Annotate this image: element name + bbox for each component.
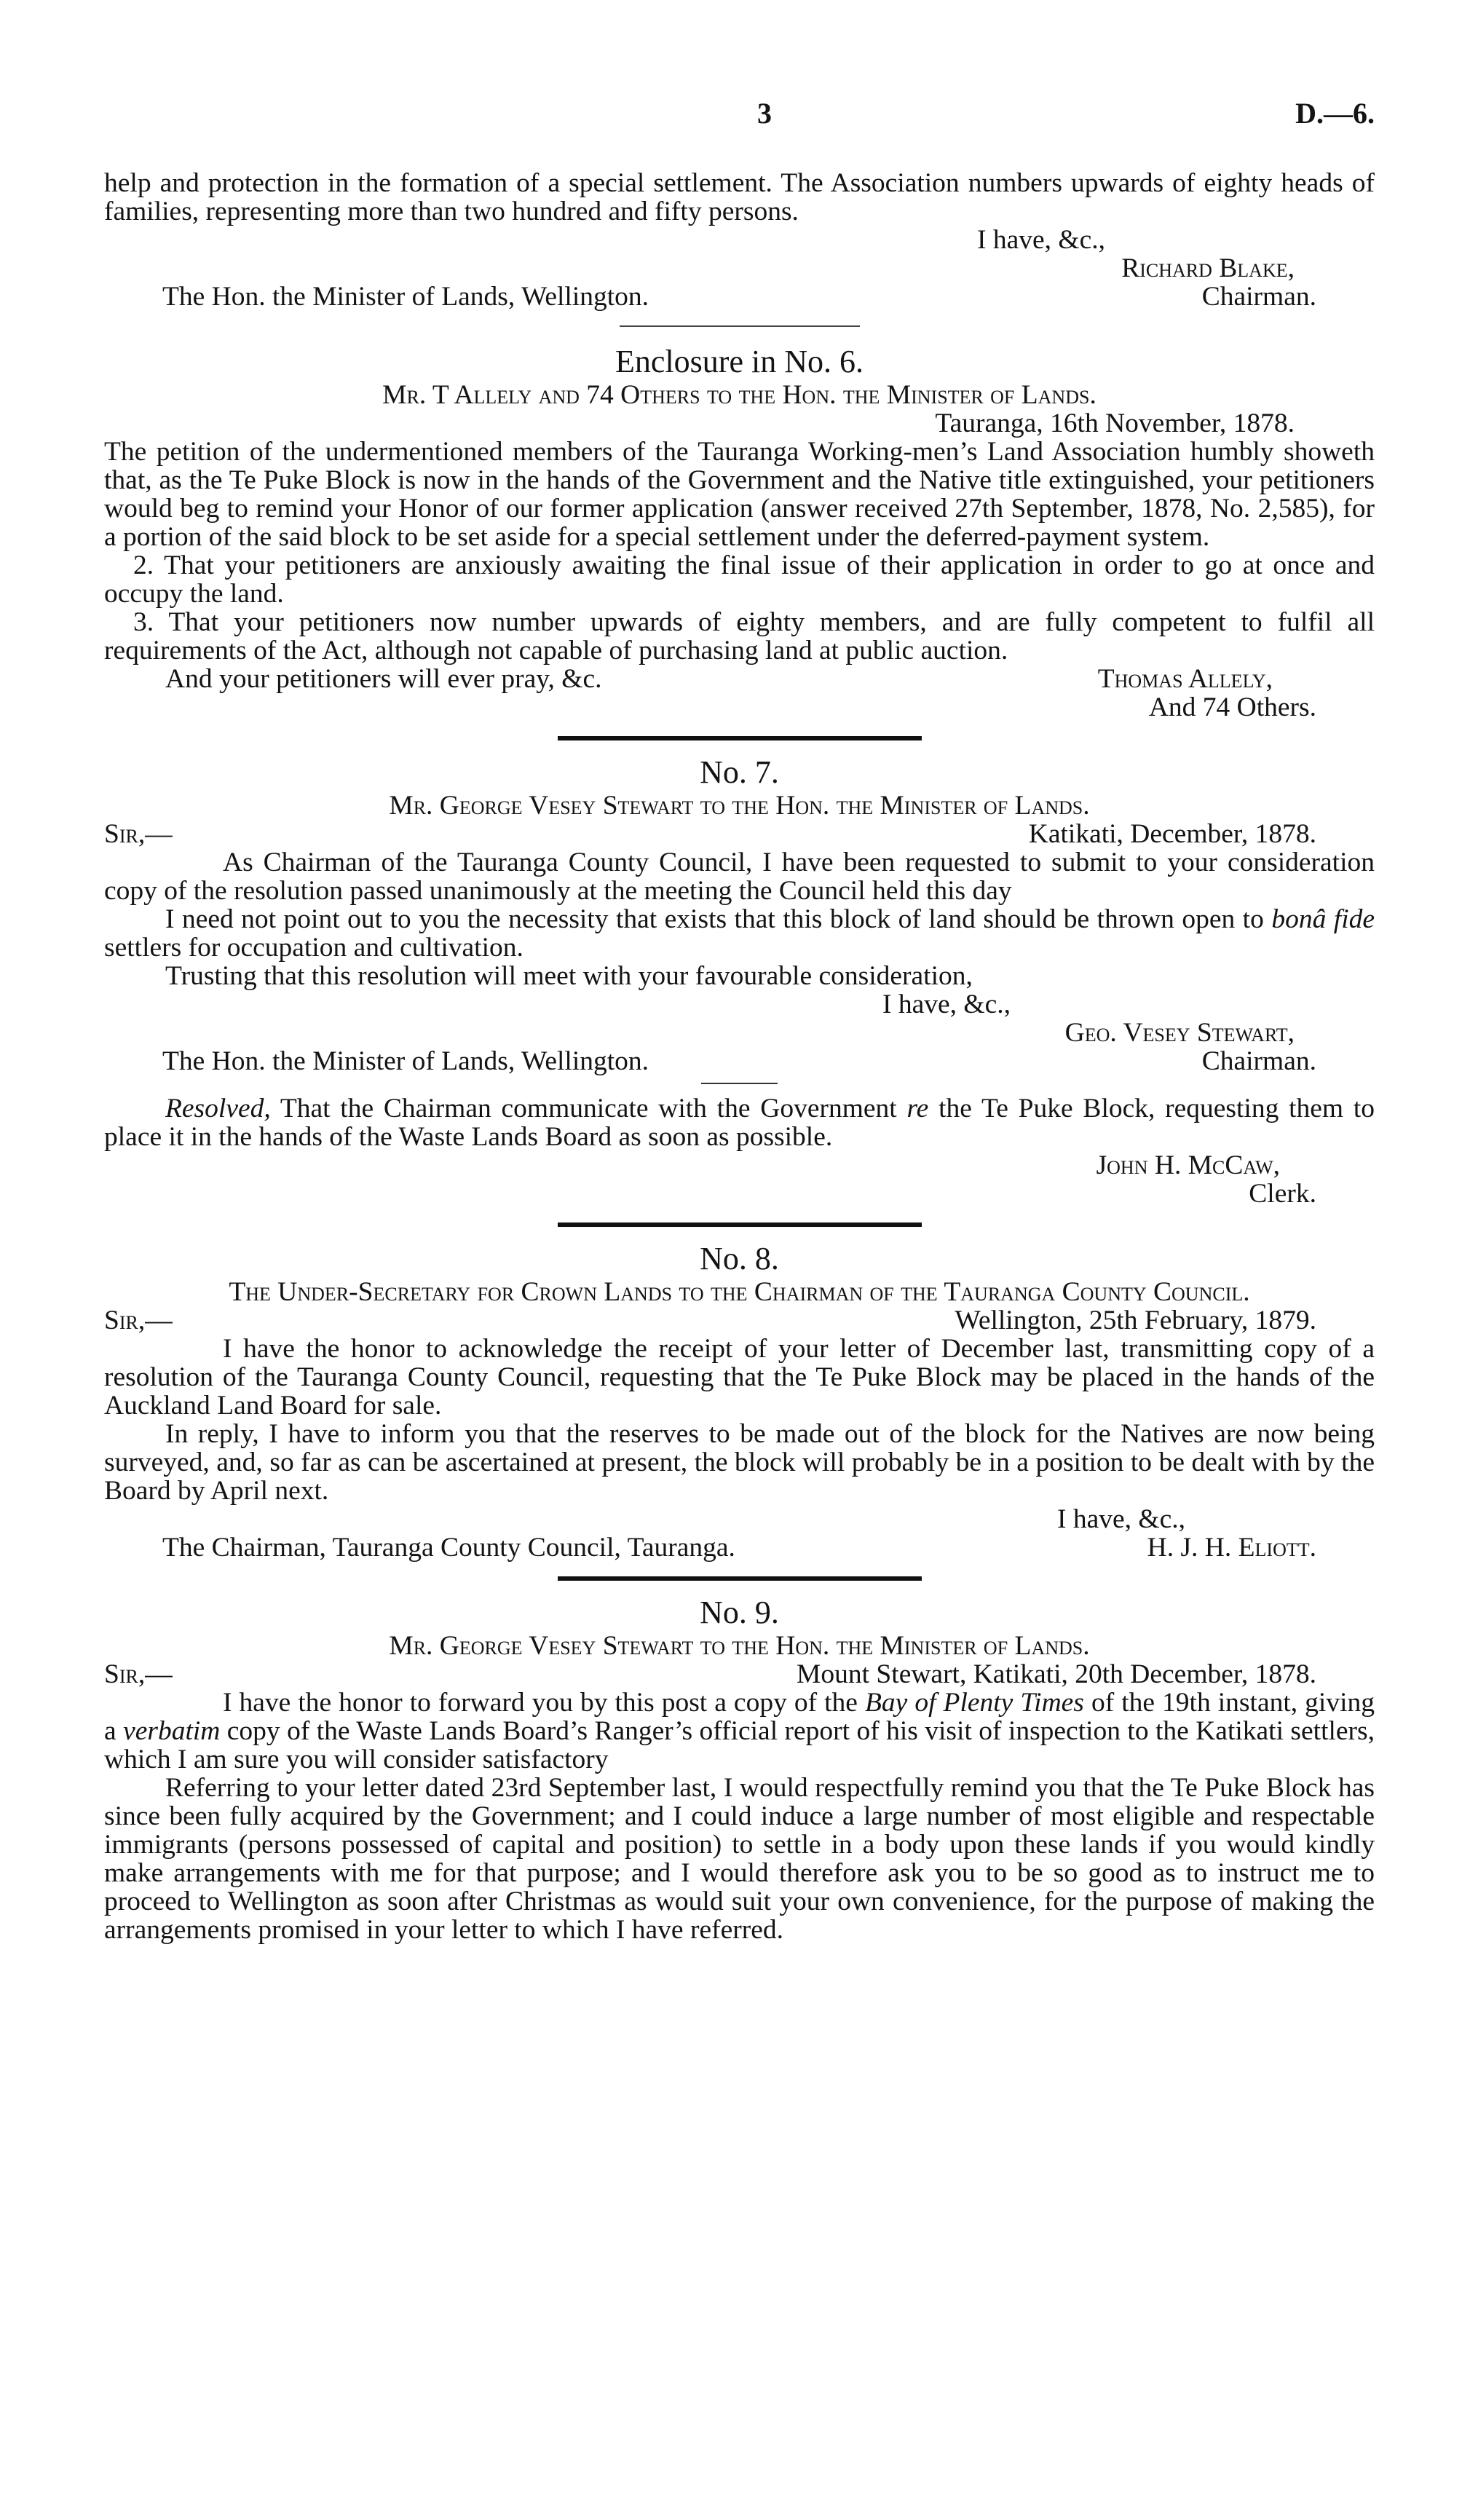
no-9-para-1-c: copy of the Waste Lands Board’s Ranger’s official report of his visit of inspection to the Katikati settlers, which I am sure you will consider satisfactory: [104, 1716, 1375, 1774]
no-9-para-1-newspaper: Bay of Plenty Times: [865, 1688, 1084, 1718]
enclosure-6-others: And 74 Others.: [1148, 692, 1316, 722]
no-7-dateline: Katikati, December, 1878.: [1028, 819, 1316, 849]
no-8-addressee: The Chairman, Tauranga County Council, Tauranga.: [162, 1533, 735, 1563]
enclosure-6-para-3: 3. That your petitioners now number upwards of eighty members, and are fully competent to fulfil all requirements of the Act, although not capable of purchasing land at public auction.: [104, 607, 1375, 665]
intro-signatory: Richard Blake,: [1121, 253, 1295, 283]
no-7-resolution-re: re: [906, 1094, 929, 1123]
enclosure-6-pray-line: [104, 665, 1375, 693]
no-7-closing: I have, &c.,: [882, 990, 1011, 1019]
divider-thick: [558, 1576, 922, 1581]
page-number: 3: [757, 97, 772, 130]
enclosure-6-from-to: Mr. T Allely and 74 Others to the Hon. the Minister of Lands.: [382, 380, 1096, 410]
no-7-resolution-italic: Resolved,: [165, 1094, 271, 1123]
no-9-para-1: [104, 1688, 1375, 1774]
no-7-salutation: Sir,—: [104, 819, 173, 849]
no-8-para-1: I have the honor to acknowledge the receipt of your letter of December last, transmitting copy of a resolution of the Tauranga County Council, requesting that the Te Puke Block may be placed in the hands of the Auckland Land Board for sale.: [104, 1334, 1375, 1421]
no-8-salutation: Sir,—: [104, 1306, 173, 1335]
no-9-para-2: Referring to your letter dated 23rd September last, I would respectfully remind you that the Te Puke Block has since been fully acquired by the Government; and I could induce a large number of most eligible and respectable immigrants (persons possessed of capital and position) to settle in a body upon these lands if you would kindly make arrangements with me for that purpose; and I would therefore ask you to be so good as to instruct me to proceed to Wellington as soon after Christmas as would suit your own convenience, for the purpose of making the arrangements promised in your letter to which I have referred.: [104, 1773, 1375, 1945]
no-7-para-2-start: I need not point out to you the necessity that exists that this block of land should be thrown open to: [165, 904, 1264, 934]
no-8-heading: No. 8.: [700, 1241, 779, 1276]
no-7-para-2: [104, 905, 1375, 962]
no-8-from-to: The Under-Secretary for Crown Lands to the Chairman of the Tauranga County Council.: [229, 1277, 1250, 1307]
enclosure-6-pray: And your petitioners will ever pray, &c.: [165, 664, 602, 694]
no-7-addressee: The Hon. the Minister of Lands, Wellington.: [162, 1046, 649, 1076]
document-reference: D.—6.: [1295, 97, 1375, 130]
letter-no-7: [104, 754, 1375, 1208]
no-8-closing: I have, &c.,: [1057, 1504, 1185, 1534]
no-7-heading: No. 7.: [700, 754, 779, 790]
no-7-para-3: Trusting that this resolution will meet with your favourable consideration,: [165, 961, 973, 991]
divider-thick: [558, 736, 922, 740]
intro-closing: I have, &c.,: [977, 225, 1105, 255]
no-9-para-1-a: I have the honor to forward you by this post a copy of the: [223, 1688, 858, 1718]
no-7-role: Chairman.: [1201, 1046, 1316, 1076]
no-8-salutation-line: [104, 1306, 1375, 1335]
no-7-para-1: As Chairman of the Tauranga County Council, I have been requested to submit to your consideration copy of the resolution passed unanimously at the meeting the Council held this day: [104, 848, 1375, 906]
no-8-signatory: H. J. H. Eliott.: [1147, 1533, 1316, 1563]
no-9-para-1-verbatim: verbatim: [123, 1716, 221, 1746]
no-9-salutation: Sir,—: [104, 1659, 173, 1689]
enclosure-6-signatory: Thomas Allely,: [1097, 664, 1273, 694]
intro-role: Chairman.: [1201, 282, 1316, 312]
no-7-signatory: Geo. Vesey Stewart,: [1064, 1018, 1295, 1048]
letter-no-9: [104, 1594, 1375, 1944]
no-9-dateline: Mount Stewart, Katikati, 20th December, 1878.: [797, 1659, 1316, 1689]
no-7-resolution-start: That the Chairman communicate with the Government: [280, 1094, 897, 1123]
intro-address-line: [104, 283, 1375, 311]
divider-thick: [558, 1223, 922, 1227]
enclosure-6-heading: Enclosure in No. 6.: [615, 344, 864, 379]
no-9-para-1-b: of the 19th instant, giving a: [104, 1688, 1375, 1746]
no-8-dateline: Wellington, 25th February, 1879.: [955, 1306, 1316, 1335]
no-9-from-to: Mr. George Vesey Stewart to the Hon. the Minister of Lands.: [389, 1631, 1090, 1661]
enclosure-6: [104, 343, 1375, 722]
intro-addressee: The Hon. the Minister of Lands, Wellington.: [162, 282, 649, 312]
enclosure-6-dateline: Tauranga, 16th November, 1878.: [935, 408, 1295, 438]
no-7-para-2-end: settlers for occupation and cultivation.: [104, 933, 523, 963]
no-9-salutation-line: [104, 1660, 1375, 1688]
no-7-clerk-name: John H. McCaw,: [1096, 1150, 1280, 1180]
divider-short: [701, 1083, 778, 1084]
no-7-from-to: Mr. George Vesey Stewart to the Hon. the Minister of Lands.: [389, 791, 1090, 821]
no-9-heading: No. 9.: [700, 1595, 779, 1630]
no-7-para-2-italic: bonâ fide: [1271, 904, 1375, 934]
enclosure-6-para-2: 2. That your petitioners are anxiously awaiting the final issue of their application in order to go at once and occupy the land.: [104, 550, 1375, 609]
no-7-resolution: [104, 1094, 1375, 1151]
letter-no-8: [104, 1240, 1375, 1562]
no-7-salutation-line: [104, 820, 1375, 848]
divider: [620, 325, 860, 327]
page-body: [104, 169, 1375, 1944]
no-7-resolution-end: the Te Puke Block, requesting them to place it in the hands of the Waste Lands Board as soon as possible.: [104, 1094, 1375, 1152]
no-8-para-2: In reply, I have to inform you that the reserves to be made out of the block for the Natives are now being surveyed, and, so far as can be ascertained at present, the block will probably be in a position to be dealt with by the Board by April next.: [104, 1419, 1375, 1506]
no-8-address-line: [104, 1533, 1375, 1562]
intro-paragraph: help and protection in the formation of a special settlement. The Association numbers upwards of eighty heads of families, representing more than two hundred and fifty persons.: [104, 168, 1375, 226]
enclosure-6-para-1: The petition of the undermentioned members of the Tauranga Working-men’s Land Association humbly showeth that, as the Te Puke Block is now in the hands of the Government and the Native title extinguished, your petitioners would beg to remind your Honor of our former application (answer received 27th September, 1878, No. 2,585), for a portion of the said block to be set aside for a special settlement under the deferred-payment system.: [104, 437, 1375, 552]
no-7-clerk-role: Clerk.: [1249, 1179, 1316, 1209]
intro-letter-end: [104, 169, 1375, 311]
no-7-address-line: [104, 1047, 1375, 1075]
